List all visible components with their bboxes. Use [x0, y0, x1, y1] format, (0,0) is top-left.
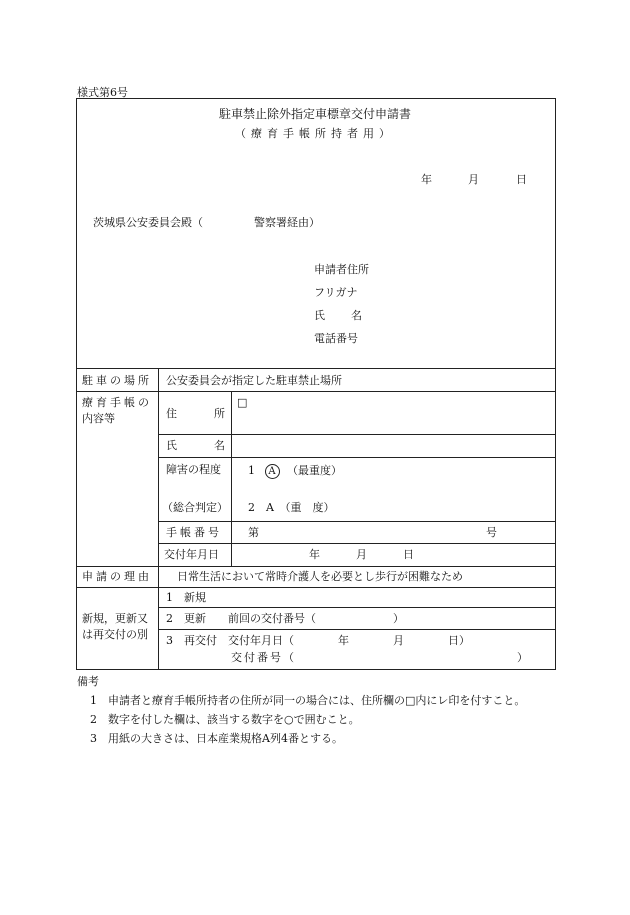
remarks-title: 備考 [77, 675, 99, 688]
applicant-address-label[interactable]: 申請者住所 [314, 263, 369, 276]
remark-item: 2 数字を付した欄は、該当する数字を○で囲むこと。 [90, 713, 360, 726]
parking-place-value: 公安委員会が指定した駐車禁止場所 [166, 374, 342, 387]
divider-line [158, 543, 556, 544]
divider-line [158, 629, 556, 630]
handbook-name-label-b: 名 [214, 439, 225, 452]
handbook-label-line2: 内容等 [82, 412, 115, 425]
applicant-name-label-b: 名 [351, 309, 362, 322]
issue-year-label[interactable]: 年 [309, 548, 320, 561]
column-line [231, 391, 232, 566]
form-title: 駐車禁止除外指定車標章交付申請書 [218, 107, 411, 121]
addressee: 茨城県公安委員会殿（ [93, 216, 203, 229]
application-type-label-line2: は再交付の別 [82, 628, 148, 641]
applicant-name-label-a[interactable]: 氏 [314, 309, 325, 322]
divider-line [76, 587, 556, 588]
type-option-renewal[interactable]: 2 更新 前回の交付番号（ ） [166, 612, 404, 625]
reason-value: 日常生活において常時介護人を必要とし歩行が困難なため [177, 570, 463, 583]
handbook-number-suffix[interactable]: 号 [486, 526, 497, 539]
degree-option-2[interactable]: 2 A （重 度） [248, 501, 335, 514]
circled-grade-a: A [265, 464, 280, 479]
date-month-label[interactable]: 月 [468, 173, 479, 186]
remark-item: 1 申請者と療育手帳所持者の住所が同一の場合には、住所欄の□内にレ印を付すこと。 [90, 694, 526, 707]
date-year-label[interactable]: 年 [421, 173, 432, 186]
handbook-number-label: 手帳番号 [166, 526, 222, 539]
reissue-number-line[interactable]: 交付番号（ ） [231, 651, 530, 664]
parking-place-label: 駐車の場所 [82, 374, 152, 387]
handbook-name-label-a: 氏 [166, 439, 177, 452]
handbook-number-prefix: 第 [248, 526, 259, 539]
form-number: 様式第6号 [77, 86, 128, 99]
handbook-label-line1: 療育手帳の [82, 396, 152, 409]
degree-option-1-text: （最重度） [287, 464, 342, 477]
type-option-reissue[interactable]: 3 再交付 交付年月日（ 年 月 日） [166, 634, 470, 647]
divider-line [76, 566, 556, 567]
overall-judgment-label: （総合判定） [162, 501, 228, 514]
police-station-via[interactable]: 警察署経由） [254, 216, 320, 229]
remark-item: 3 用紙の大きさは、日本産業規格A列4番とする。 [90, 732, 343, 745]
divider-line [158, 607, 556, 608]
issue-date-label: 交付年月日 [164, 548, 219, 561]
handbook-address-label-a: 住 [166, 407, 177, 420]
type-option-new[interactable]: 1 新規 [166, 591, 206, 604]
same-address-checkbox[interactable]: □ [237, 396, 248, 409]
divider-line [158, 521, 556, 522]
reason-label: 申請の理由 [82, 570, 152, 583]
application-type-label-line1: 新規，更新又 [82, 612, 148, 625]
divider-line [76, 368, 556, 369]
applicant-phone-label[interactable]: 電話番号 [314, 332, 358, 345]
degree-option-1-number: 1 [248, 464, 255, 477]
degree-option-1[interactable] [248, 464, 342, 479]
divider-line [158, 457, 556, 458]
date-day-label[interactable]: 日 [516, 173, 527, 186]
disability-degree-label: 障害の程度 [166, 463, 221, 476]
column-line [158, 368, 159, 670]
divider-line [76, 391, 556, 392]
applicant-furigana-label[interactable]: フリガナ [314, 286, 358, 299]
issue-day-label[interactable]: 日 [403, 548, 414, 561]
handbook-address-label-b: 所 [214, 407, 225, 420]
divider-line [158, 434, 556, 435]
form-subtitle: （療育手帳所持者用） [235, 127, 395, 140]
issue-month-label[interactable]: 月 [356, 548, 367, 561]
